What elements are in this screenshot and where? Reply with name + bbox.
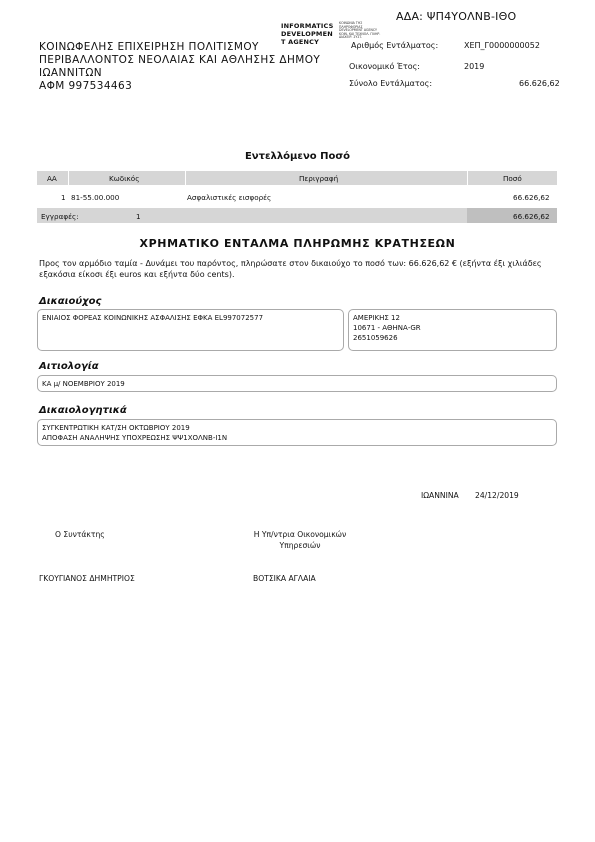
entalma-total-value: 66.626,62	[519, 79, 560, 88]
row-code: 81-55.00.000	[71, 193, 120, 202]
org-line: ΠΕΡΙΒΑΛΛΟΝΤΟΣ ΝΕΟΛΑΙΑΣ ΚΑΙ ΑΘΛΗΣΗΣ ΔΗΜΟΥ	[39, 54, 321, 66]
records-count: 1	[136, 212, 141, 221]
org-vat: ΑΦΜ 997534463	[39, 80, 133, 92]
director-role-line: Η Υπ/ντρια Οικονομικών	[253, 530, 347, 539]
reason-box	[37, 375, 557, 392]
logo-small-line: ΠΛΗΡΟΦΟΡΙΑΣ	[339, 24, 363, 29]
ada-code: ΑΔΑ: ΨΠ4ΥΟΛΝΒ-ΙΘΟ	[396, 10, 517, 23]
col-description: Περιγραφή	[299, 174, 339, 183]
row-description: Ασφαλιστικές εισφορές	[187, 193, 272, 202]
org-line: ΚΟΙΝΩΦΕΛΗΣ ΕΠΙΧΕΙΡΗΣΗ ΠΟΛΙΤΙΣΜΟΥ	[39, 41, 259, 53]
beneficiary-address-box	[348, 309, 557, 351]
row-amount: 66.626,62	[513, 193, 550, 202]
director-role	[230, 529, 370, 551]
logo-line: INFORMATICS	[281, 22, 334, 30]
agency-logo	[281, 22, 339, 46]
author-name: ΓΚΟΥΓΙΑΝΟΣ ΔΗΜΗΤΡΙΟΣ	[39, 574, 135, 583]
date: 24/12/2019	[475, 491, 519, 500]
logo-small-line: ΚΟΙΝ. ΚΑΙ ΤΕΧΝΟΛ. ΠΛΗΡ.	[339, 31, 381, 36]
col-code: Κωδικός	[109, 174, 140, 183]
logo-line: DEVELOPMEN	[281, 30, 333, 38]
reason-title: Αιτιολογία	[39, 361, 99, 372]
address-line: ΑΜΕΡΙΚΗΣ 12	[353, 314, 400, 322]
col-aa: ΑΑ	[47, 174, 57, 183]
document-line: ΑΠΟΦΑΣΗ ΑΝΑΛΗΨΗΣ ΥΠΟΧΡΕΩΣΗΣ ΨΨ1ΧΟΛΝΒ-Ι1Ν	[42, 434, 228, 442]
documents-title: Δικαιολογητικά	[39, 405, 127, 416]
beneficiary-name: ΕΝΙΑΙΟΣ ΦΟΡΕΑΣ ΚΟΙΝΩΝΙΚΗΣ ΑΣΦΑΛΙΣΗΣ ΕΦΚΑ EL997072577	[42, 314, 264, 322]
entalma-total-label: Σύνολο Εντάλματος:	[349, 79, 433, 88]
logo-small-line: DEVELOPMENT AGENCY	[339, 28, 377, 33]
amount-section-title: Εντελλόμενο Ποσό	[244, 151, 351, 162]
fiscal-year-label: Οικονομικό Έτος:	[349, 62, 420, 71]
director-name: ΒΟΤΣΙΚΑ ΑΓΛΑΙΑ	[253, 574, 316, 583]
entalma-number-value: ΧΕΠ_Γ0000000052	[464, 41, 540, 50]
payment-instruction: Προς τον αρμόδιο ταμία - Δυνάμει του παρόντος, πληρώσατε στον δικαιούχο το ποσό των: 66.626,62 € (εξήντα έξι χιλιάδες εξακόσια είκοσι έξι euros και εξήντα δύο cents).	[39, 259, 542, 279]
table-row	[37, 193, 557, 203]
logo-small-line: ΚΟΙΝΩΝΙΑ ΤΗΣ	[339, 21, 363, 25]
document-line: ΣΥΓΚΕΝΤΡΩΤΙΚΗ ΚΑΤ/ΣΗ ΟΚΤΩΒΡΙΟΥ 2019	[42, 424, 190, 432]
address-line: 10671 - ΑΘΗΝΑ-GR	[353, 324, 421, 332]
org-line: ΙΩΑΝΝΙΤΩΝ	[39, 67, 103, 79]
logo-small-line: ΔΙΑΧΕΙΡ. ΣΥΣΤ.	[339, 35, 363, 40]
place: ΙΩΑΝΝΙΝΑ	[421, 491, 459, 500]
amount-table-total	[37, 208, 557, 223]
address-phone: 2651059626	[353, 334, 398, 342]
beneficiary-name-box	[37, 309, 344, 351]
author-role: Ο Συντάκτης	[55, 530, 105, 539]
fiscal-year-value: 2019	[464, 62, 485, 71]
logo-line: T AGENCY	[281, 38, 320, 46]
beneficiary-title: Δικαιούχος	[39, 296, 102, 307]
reason-text: ΚΑ μ/ ΝΟΕΜΒΡΙΟΥ 2019	[42, 380, 125, 388]
records-label: Εγγραφές:	[41, 212, 79, 221]
row-aa: 1	[61, 193, 66, 202]
amount-table-header	[37, 171, 557, 185]
col-amount: Ποσό	[503, 174, 522, 183]
director-role-line: Υπηρεσιών	[279, 541, 321, 550]
total-amount: 66.626,62	[513, 212, 550, 221]
organization-block	[39, 41, 320, 93]
agency-logo-text	[339, 22, 401, 40]
document-title: ΧΡΗΜΑΤΙΚΟ ΕΝΤΑΛΜΑ ΠΛΗΡΩΜΗΣ ΚΡΑΤΗΣΕΩΝ	[139, 237, 456, 250]
entalma-number-label: Αριθμός Εντάλματος:	[351, 41, 439, 50]
documents-box	[37, 419, 557, 446]
